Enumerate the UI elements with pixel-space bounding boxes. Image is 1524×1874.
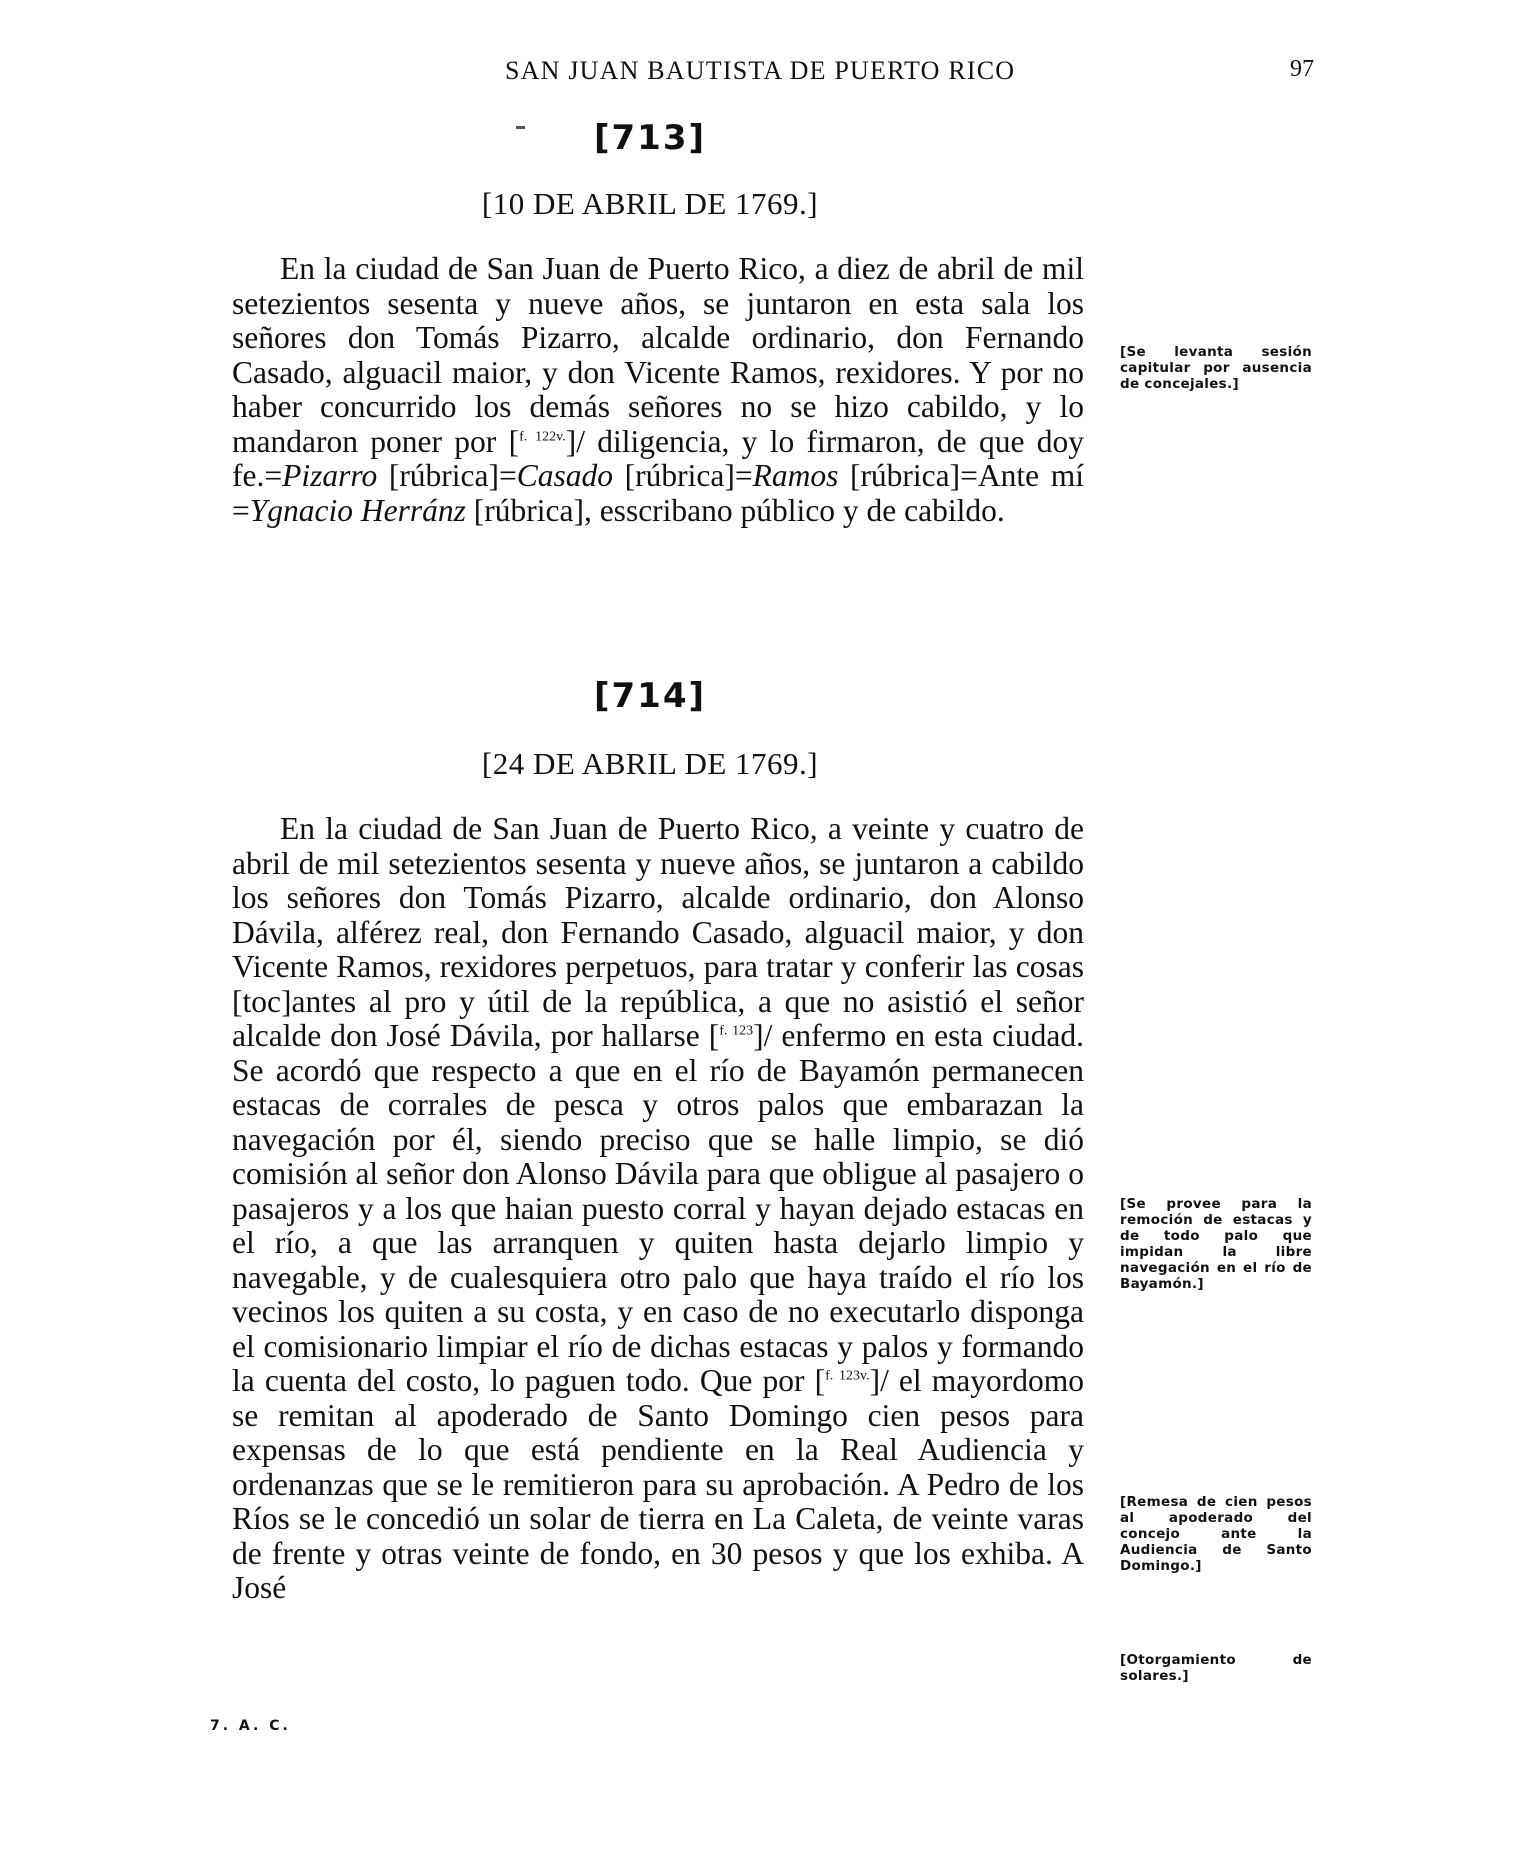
folio-mark: f. 123 bbox=[719, 1023, 754, 1039]
page-number: 97 bbox=[1290, 56, 1314, 82]
running-title: SAN JUAN BAUTISTA DE PUERTO RICO bbox=[505, 56, 1016, 85]
folio-mark: f. 123v. bbox=[825, 1368, 870, 1384]
doc-713-date: [10 DE ABRIL DE 1769.] bbox=[481, 186, 819, 221]
signature-casado: Casado bbox=[516, 458, 614, 493]
sidenote-remesa: [Remesa de cien pesos al apoderado del concejo ante la Audiencia de Santo Domingo.] bbox=[1120, 1494, 1312, 1574]
folio-mark: f. 122v. bbox=[519, 429, 566, 444]
signature-ramos: Ramos bbox=[752, 458, 839, 493]
doc-714-paragraph bbox=[232, 812, 1084, 1606]
sidenote-solares: [Otorgamiento de solares.] bbox=[1120, 1652, 1312, 1684]
signature-pizarro: Pizarro bbox=[282, 458, 378, 493]
doc-713-text-1: En la ciudad de San Juan de Puerto Rico, a diez de abril de mil setezientos sesenta y nueve años, se juntaron en esta sala los señores don Tomás Pizarro, alcalde ordinario, don Fernando Casado, alguacil maior, y don Vicente Ramos, rexidores. Y por no haber concurrido los demás señores no se hizo cabildo, y lo mandaron poner por [ bbox=[232, 251, 1084, 459]
rubrica: [rúbrica]= bbox=[377, 458, 517, 493]
doc-713-text-tail: [rúbrica], esscribano público y de cabildo. bbox=[465, 492, 1005, 528]
sidenote-navegacion: [Se provee para la remoción de estacas y de todo palo que impidan la libre navegación en el río de Bayamón.] bbox=[1120, 1196, 1312, 1292]
rubrica: [rúbrica]= bbox=[613, 458, 753, 493]
doc-714-text-3: ]/ el mayordomo se remitan al apoderado de Santo Domingo cien pesos para expensas de lo que está pendiente en la Real Audiencia y ordenanzas que se le remitieron para su aprobación. A Pedro de los Ríos se le concedió un solar de tierra en La Caleta, de veinte varas de frente y otras veinte de fondo, en 30 pesos y que los exhiba. A José bbox=[232, 1363, 1084, 1605]
rubrica: [rúbrica]=Ante mí = bbox=[232, 458, 1084, 528]
doc-713-text-2: ]/ diligencia, y lo firmaron, de que doy fe.= bbox=[232, 423, 1084, 493]
doc-713-paragraph bbox=[232, 252, 1084, 528]
sidenote-sesion: [Se levanta sesión capitular por ausencia de concejales.] bbox=[1120, 344, 1312, 392]
doc-713-number: [713] bbox=[593, 118, 707, 158]
signature-herranz: Ygnacio Herránz bbox=[249, 492, 466, 528]
doc-714-text-1: En la ciudad de San Juan de Puerto Rico, a veinte y cuatro de abril de mil setezientos sesenta y nueve años, se juntaron a cabildo los señores don Tomás Pizarro, alcalde ordinario, don Alonso Dávila, alférez real, don Fernando Casado, alguacil maior, y don Vicente Ramos, rexidores perpetuos, para tratar y conferir las cosas [toc]antes al pro y útil de la república, a que no asistió el señor alcalde don José Dávila, por hallarse [ bbox=[232, 811, 1084, 1053]
doc-714-text-2: ]/ enfermo en esta ciudad. Se acordó que respecto a que en el río de Bayamón permanecen estacas de corrales de pesca y otros palos que embarazan la navegación por él, siendo preciso que se halle limpio, se dió comisión al señor don Alonso Dávila para que obligue al pasajero o pasajeros y a los que haian puesto corral y hayan dejado estacas en el río, a que las arranquen y quiten hasta dejarlo limpio y navegable, y de cualesquiera otro palo que haya traído el río los vecinos los quiten a su costa, y en caso de no executarlo disponga el comisionario limpiar el río de dichas estacas y palos y formando la cuenta del costo, lo paguen todo. Que por [ bbox=[232, 1018, 1084, 1398]
doc-714-number: [714] bbox=[593, 676, 707, 716]
doc-714-date: [24 DE ABRIL DE 1769.] bbox=[481, 746, 819, 781]
printer-signature: 7. A. C. bbox=[210, 1718, 291, 1734]
